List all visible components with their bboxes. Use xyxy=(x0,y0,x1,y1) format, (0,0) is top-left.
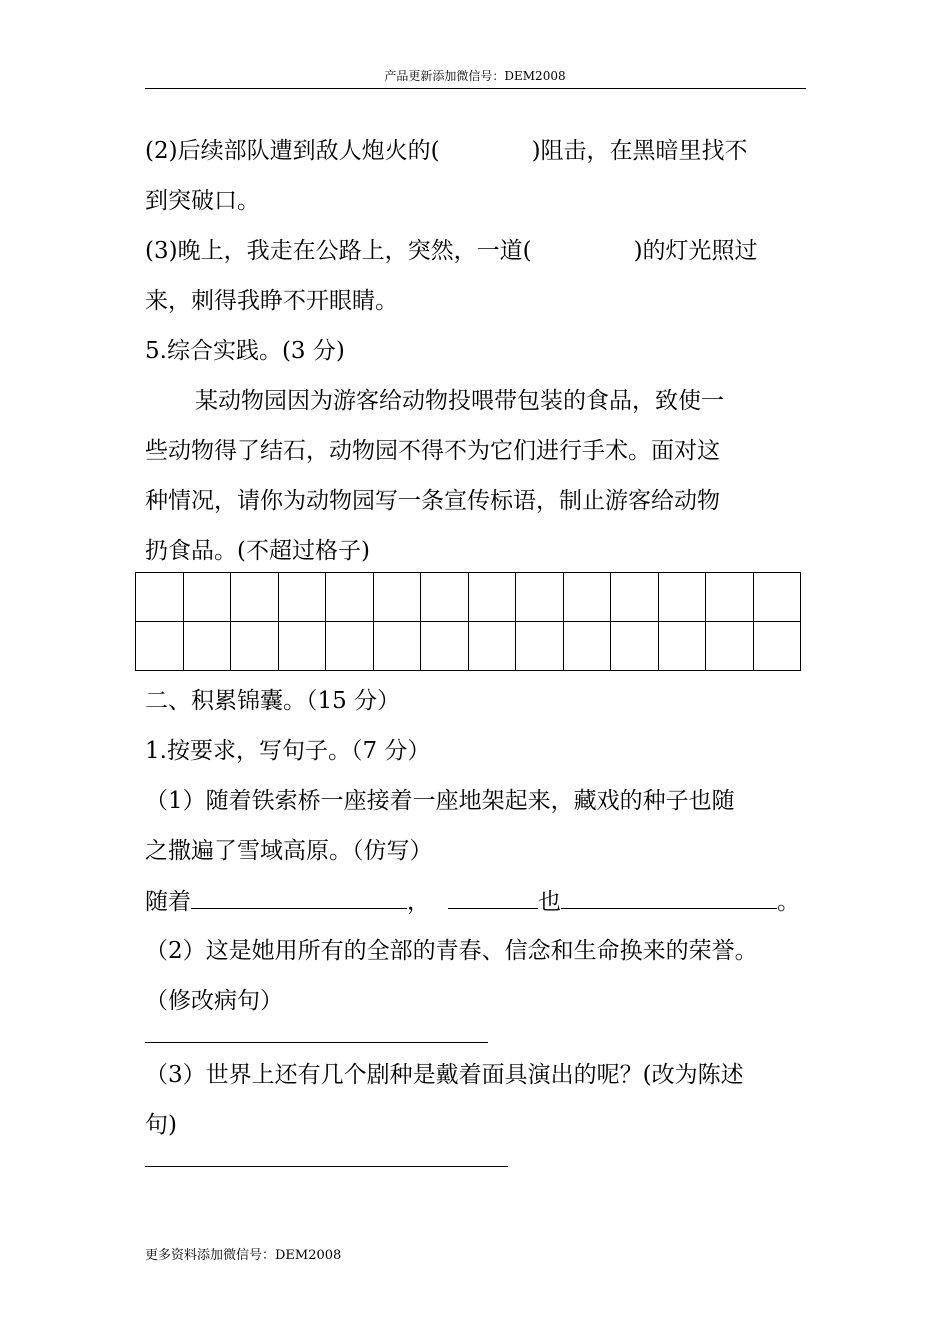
q5-para-line4: 扔食品。(不超过格子) xyxy=(145,538,370,564)
grid-cell[interactable] xyxy=(183,573,231,622)
s2-q1-item2-line1: （2）这是她用所有的全部的青春、信念和生命换来的荣誉。 xyxy=(145,938,758,964)
fill-comma: ， xyxy=(407,889,430,915)
page-footer: 更多资料添加微信号：DEM2008 xyxy=(145,1248,342,1263)
grid-cell[interactable] xyxy=(421,622,469,671)
q4-item3-before: (3)晚上，我走在公路上，突然，一道( xyxy=(145,238,532,264)
grid-row xyxy=(136,573,801,622)
q5-para-line1: 某动物园因为游客给动物投喂带包装的食品，致使一 xyxy=(195,388,724,414)
q4-item2-before: (2)后续部队遭到敌人炮火的( xyxy=(145,138,440,164)
grid-cell[interactable] xyxy=(136,573,184,622)
imitation-fill-line xyxy=(145,886,800,917)
grid-cell[interactable] xyxy=(278,573,326,622)
q4-item2-line2: 到突破口。 xyxy=(145,188,260,214)
grid-cell[interactable] xyxy=(468,622,516,671)
section2-title: 二、积累锦囊。（15 分） xyxy=(145,688,401,714)
grid-cell[interactable] xyxy=(231,622,279,671)
grid-cell[interactable] xyxy=(611,573,659,622)
grid-cell[interactable] xyxy=(658,573,706,622)
grid-cell[interactable] xyxy=(516,573,564,622)
grid-cell[interactable] xyxy=(278,622,326,671)
grid-cell[interactable] xyxy=(516,622,564,671)
grid-cell[interactable] xyxy=(658,622,706,671)
q4-item3-line1 xyxy=(145,236,806,266)
grid-cell[interactable] xyxy=(373,622,421,671)
q5-para-line2: 些动物得了结石，动物园不得不为它们进行手术。面对这 xyxy=(145,438,720,464)
grid-cell[interactable] xyxy=(183,622,231,671)
grid-cell[interactable] xyxy=(611,622,659,671)
grid-cell[interactable] xyxy=(326,622,374,671)
s2-q1-item3-line2: 句) xyxy=(145,1112,177,1138)
grid-cell[interactable] xyxy=(563,573,611,622)
answer-line-3[interactable] xyxy=(145,1166,508,1167)
grid-cell[interactable] xyxy=(136,622,184,671)
s2-q1-item3-line1: （3）世界上还有几个剧种是戴着面具演出的呢？(改为陈述 xyxy=(145,1062,744,1088)
q5-para-line3: 种情况，请你为动物园写一条宣传标语，制止游客给动物 xyxy=(145,488,720,514)
s2-q1-item2-line2: （修改病句） xyxy=(145,988,283,1014)
q4-item3-line2: 来，刺得我睁不开眼睛。 xyxy=(145,288,398,314)
fill-mid-text: 也 xyxy=(538,889,561,915)
q4-item2-line1 xyxy=(145,136,806,166)
answer-line-2[interactable] xyxy=(145,1042,488,1043)
fill-blank-1[interactable] xyxy=(191,886,407,909)
grid-cell[interactable] xyxy=(706,573,754,622)
fill-start-text: 随着 xyxy=(145,889,191,915)
s2-q1-item1-line2: 之撒遍了雪域高原。（仿写） xyxy=(145,838,433,864)
q5-title: 5.综合实践。(3 分) xyxy=(145,338,345,364)
grid-cell[interactable] xyxy=(421,573,469,622)
s2-q1-item1-line1: （1）随着铁索桥一座接着一座地架起来，藏戏的种子也随 xyxy=(145,788,735,814)
fill-blank-3[interactable] xyxy=(561,886,777,909)
slogan-answer-grid xyxy=(135,572,801,671)
grid-cell[interactable] xyxy=(753,622,801,671)
grid-cell[interactable] xyxy=(753,573,801,622)
grid-cell[interactable] xyxy=(326,573,374,622)
grid-cell[interactable] xyxy=(231,573,279,622)
fill-end-text: 。 xyxy=(777,889,800,915)
fill-blank-2[interactable] xyxy=(448,886,538,909)
grid-cell[interactable] xyxy=(373,573,421,622)
grid-cell[interactable] xyxy=(706,622,754,671)
grid-cell[interactable] xyxy=(468,573,516,622)
header-rule xyxy=(145,88,806,89)
grid-cell[interactable] xyxy=(563,622,611,671)
q4-item3-after: )的灯光照过 xyxy=(633,238,758,264)
page-header: 产品更新添加微信号：DEM2008 xyxy=(384,69,566,83)
q4-item2-after: )阻击，在黑暗里找不 xyxy=(531,138,748,164)
s2-q1-title: 1.按要求，写句子。（7 分） xyxy=(145,738,431,764)
grid-row xyxy=(136,622,801,671)
